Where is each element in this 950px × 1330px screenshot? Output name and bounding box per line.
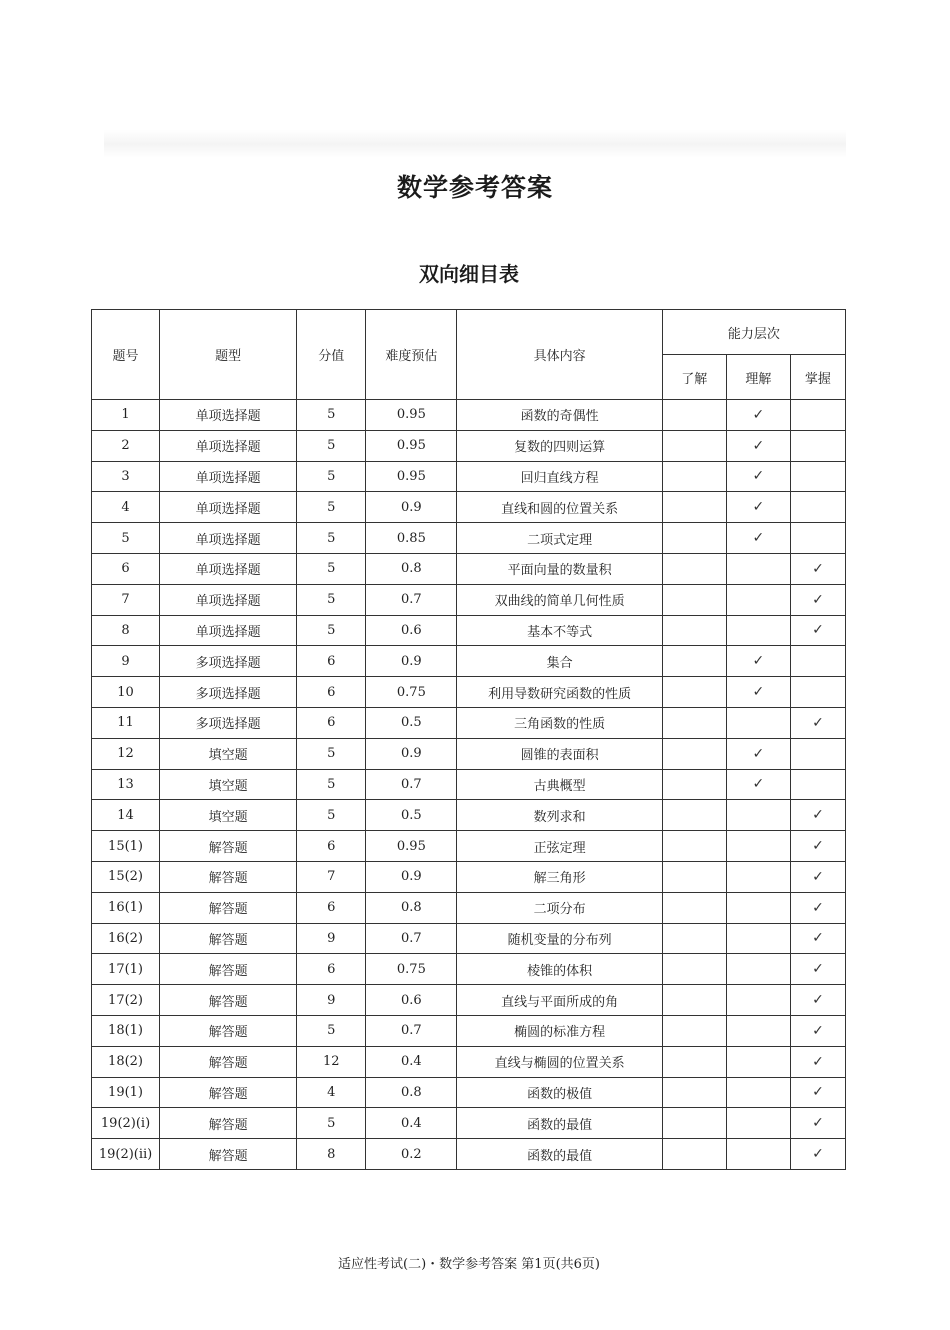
cell-content: 棱锥的体积 bbox=[457, 954, 662, 985]
cell-content: 古典概型 bbox=[457, 769, 662, 800]
cell-level-understand-basic bbox=[662, 831, 726, 862]
cell-content: 直线和圆的位置关系 bbox=[457, 492, 662, 523]
cell-level-understand-basic bbox=[662, 954, 726, 985]
cell-level-understand bbox=[726, 430, 790, 461]
cell-type: 解答题 bbox=[160, 954, 297, 985]
cell-level-understand-basic bbox=[662, 615, 726, 646]
cell-content: 回归直线方程 bbox=[457, 461, 662, 492]
cell-content: 椭圆的标准方程 bbox=[457, 1015, 662, 1046]
cell-content: 利用导数研究函数的性质 bbox=[457, 677, 662, 708]
check-mark-icon: ✓ bbox=[812, 1053, 824, 1070]
cell-level-master bbox=[790, 892, 845, 923]
cell-level-master bbox=[790, 923, 845, 954]
cell-level-understand bbox=[726, 892, 790, 923]
cell-number: 3 bbox=[92, 461, 160, 492]
cell-score: 5 bbox=[297, 430, 366, 461]
cell-level-master bbox=[790, 584, 845, 615]
check-mark-icon: ✓ bbox=[752, 684, 765, 701]
cell-type: 填空题 bbox=[160, 738, 297, 769]
check-mark-icon: ✓ bbox=[752, 437, 765, 454]
cell-difficulty: 0.6 bbox=[366, 615, 457, 646]
cell-number: 2 bbox=[92, 430, 160, 461]
cell-level-understand-basic bbox=[662, 707, 726, 738]
cell-score: 6 bbox=[297, 831, 366, 862]
cell-level-understand bbox=[726, 1015, 790, 1046]
cell-level-master bbox=[790, 831, 845, 862]
table-row bbox=[92, 738, 846, 769]
cell-level-understand-basic bbox=[662, 769, 726, 800]
table-row bbox=[92, 831, 846, 862]
cell-type: 单项选择题 bbox=[160, 584, 297, 615]
cell-level-understand bbox=[726, 1077, 790, 1108]
cell-difficulty: 0.5 bbox=[366, 800, 457, 831]
table-row bbox=[92, 615, 846, 646]
table-row bbox=[92, 461, 846, 492]
cell-score: 5 bbox=[297, 738, 366, 769]
cell-content: 解三角形 bbox=[457, 861, 662, 892]
cell-number: 16(2) bbox=[92, 923, 160, 954]
cell-type: 多项选择题 bbox=[160, 707, 297, 738]
cell-type: 解答题 bbox=[160, 831, 297, 862]
cell-level-understand-basic bbox=[662, 430, 726, 461]
cell-level-master bbox=[790, 430, 845, 461]
cell-difficulty: 0.95 bbox=[366, 400, 457, 431]
cell-difficulty: 0.9 bbox=[366, 646, 457, 677]
cell-difficulty: 0.75 bbox=[366, 954, 457, 985]
table-row bbox=[92, 800, 846, 831]
cell-score: 5 bbox=[297, 553, 366, 584]
cell-difficulty: 0.9 bbox=[366, 861, 457, 892]
page-footer: 适应性考试(二)・数学参考答案 第1页(共6页) bbox=[338, 1257, 600, 1272]
cell-level-master bbox=[790, 769, 845, 800]
cell-level-understand-basic bbox=[662, 985, 726, 1016]
cell-level-understand bbox=[726, 492, 790, 523]
cell-level-master bbox=[790, 461, 845, 492]
table-row bbox=[92, 1108, 846, 1139]
cell-number: 19(2)(ⅱ) bbox=[92, 1139, 160, 1170]
cell-level-master bbox=[790, 707, 845, 738]
cell-score: 6 bbox=[297, 646, 366, 677]
cell-content: 直线与平面所成的角 bbox=[457, 985, 662, 1016]
cell-level-understand bbox=[726, 738, 790, 769]
header-understand: 理解 bbox=[726, 355, 790, 400]
table-row bbox=[92, 553, 846, 584]
table-row bbox=[92, 1139, 846, 1170]
cell-number: 8 bbox=[92, 615, 160, 646]
cell-level-understand-basic bbox=[662, 646, 726, 677]
cell-difficulty: 0.2 bbox=[366, 1139, 457, 1170]
header-band bbox=[104, 130, 846, 158]
table-row bbox=[92, 954, 846, 985]
cell-difficulty: 0.95 bbox=[366, 831, 457, 862]
cell-type: 解答题 bbox=[160, 1139, 297, 1170]
cell-level-understand bbox=[726, 677, 790, 708]
cell-level-understand bbox=[726, 1139, 790, 1170]
cell-level-master bbox=[790, 492, 845, 523]
cell-level-understand-basic bbox=[662, 461, 726, 492]
cell-number: 7 bbox=[92, 584, 160, 615]
table-body bbox=[92, 400, 846, 1170]
cell-level-understand-basic bbox=[662, 523, 726, 554]
cell-level-understand bbox=[726, 553, 790, 584]
cell-content: 随机变量的分布列 bbox=[457, 923, 662, 954]
check-mark-icon: ✓ bbox=[812, 560, 824, 577]
cell-level-master bbox=[790, 861, 845, 892]
cell-level-understand bbox=[726, 831, 790, 862]
cell-level-understand bbox=[726, 615, 790, 646]
cell-score: 6 bbox=[297, 677, 366, 708]
cell-number: 19(2)(ⅰ) bbox=[92, 1108, 160, 1139]
cell-type: 单项选择题 bbox=[160, 615, 297, 646]
cell-level-understand bbox=[726, 800, 790, 831]
cell-difficulty: 0.8 bbox=[366, 553, 457, 584]
check-mark-icon: ✓ bbox=[752, 653, 765, 670]
cell-level-master bbox=[790, 1046, 845, 1077]
table-row bbox=[92, 769, 846, 800]
cell-level-understand-basic bbox=[662, 553, 726, 584]
cell-level-understand-basic bbox=[662, 1015, 726, 1046]
cell-difficulty: 0.85 bbox=[366, 523, 457, 554]
cell-level-understand bbox=[726, 461, 790, 492]
check-mark-icon: ✓ bbox=[752, 776, 765, 793]
cell-level-understand bbox=[726, 523, 790, 554]
cell-difficulty: 0.4 bbox=[366, 1108, 457, 1139]
check-mark-icon: ✓ bbox=[812, 622, 824, 639]
cell-level-understand bbox=[726, 923, 790, 954]
cell-level-understand-basic bbox=[662, 1046, 726, 1077]
cell-type: 单项选择题 bbox=[160, 523, 297, 554]
cell-score: 7 bbox=[297, 861, 366, 892]
cell-difficulty: 0.5 bbox=[366, 707, 457, 738]
cell-number: 17(2) bbox=[92, 985, 160, 1016]
check-mark-icon: ✓ bbox=[812, 1115, 824, 1132]
header-content: 具体内容 bbox=[457, 310, 662, 400]
cell-difficulty: 0.95 bbox=[366, 430, 457, 461]
cell-type: 解答题 bbox=[160, 1077, 297, 1108]
cell-level-master bbox=[790, 677, 845, 708]
cell-number: 4 bbox=[92, 492, 160, 523]
header-score: 分值 bbox=[297, 310, 366, 400]
cell-difficulty: 0.6 bbox=[366, 985, 457, 1016]
cell-level-understand bbox=[726, 1108, 790, 1139]
cell-type: 解答题 bbox=[160, 1108, 297, 1139]
cell-type: 单项选择题 bbox=[160, 430, 297, 461]
cell-level-understand-basic bbox=[662, 861, 726, 892]
table-row bbox=[92, 985, 846, 1016]
cell-type: 解答题 bbox=[160, 985, 297, 1016]
cell-content: 复数的四则运算 bbox=[457, 430, 662, 461]
cell-content: 双曲线的简单几何性质 bbox=[457, 584, 662, 615]
table-row bbox=[92, 584, 846, 615]
cell-difficulty: 0.7 bbox=[366, 1015, 457, 1046]
cell-level-understand bbox=[726, 1046, 790, 1077]
cell-number: 16(1) bbox=[92, 892, 160, 923]
check-mark-icon: ✓ bbox=[812, 899, 824, 916]
header-number: 题号 bbox=[92, 310, 160, 400]
cell-score: 5 bbox=[297, 492, 366, 523]
cell-type: 单项选择题 bbox=[160, 400, 297, 431]
cell-level-master bbox=[790, 553, 845, 584]
header-difficulty: 难度预估 bbox=[366, 310, 457, 400]
cell-content: 函数的极值 bbox=[457, 1077, 662, 1108]
cell-difficulty: 0.4 bbox=[366, 1046, 457, 1077]
cell-score: 9 bbox=[297, 985, 366, 1016]
header-ability: 能力层次 bbox=[662, 310, 845, 355]
cell-content: 直线与椭圆的位置关系 bbox=[457, 1046, 662, 1077]
table-row bbox=[92, 492, 846, 523]
cell-content: 正弦定理 bbox=[457, 831, 662, 862]
cell-type: 单项选择题 bbox=[160, 492, 297, 523]
cell-level-understand-basic bbox=[662, 738, 726, 769]
cell-difficulty: 0.9 bbox=[366, 492, 457, 523]
cell-level-master bbox=[790, 523, 845, 554]
cell-difficulty: 0.8 bbox=[366, 1077, 457, 1108]
cell-content: 二项分布 bbox=[457, 892, 662, 923]
cell-score: 5 bbox=[297, 400, 366, 431]
header-master: 掌握 bbox=[790, 355, 845, 400]
cell-level-master bbox=[790, 615, 845, 646]
check-mark-icon: ✓ bbox=[812, 838, 824, 855]
cell-score: 5 bbox=[297, 1108, 366, 1139]
cell-score: 9 bbox=[297, 923, 366, 954]
table-row bbox=[92, 923, 846, 954]
cell-type: 解答题 bbox=[160, 1015, 297, 1046]
cell-number: 5 bbox=[92, 523, 160, 554]
cell-score: 5 bbox=[297, 800, 366, 831]
cell-content: 二项式定理 bbox=[457, 523, 662, 554]
cell-level-understand bbox=[726, 769, 790, 800]
check-mark-icon: ✓ bbox=[752, 745, 765, 762]
cell-content: 三角函数的性质 bbox=[457, 707, 662, 738]
check-mark-icon: ✓ bbox=[812, 992, 824, 1009]
cell-level-master bbox=[790, 1108, 845, 1139]
check-mark-icon: ✓ bbox=[812, 1084, 824, 1101]
cell-content: 平面向量的数量积 bbox=[457, 553, 662, 584]
cell-score: 5 bbox=[297, 1015, 366, 1046]
cell-content: 函数的奇偶性 bbox=[457, 400, 662, 431]
table-row bbox=[92, 1077, 846, 1108]
cell-level-understand-basic bbox=[662, 677, 726, 708]
table-row bbox=[92, 400, 846, 431]
cell-difficulty: 0.7 bbox=[366, 923, 457, 954]
cell-level-understand-basic bbox=[662, 800, 726, 831]
page-title: 数学参考答案 bbox=[396, 173, 553, 202]
cell-score: 5 bbox=[297, 523, 366, 554]
cell-level-understand-basic bbox=[662, 492, 726, 523]
cell-score: 6 bbox=[297, 954, 366, 985]
cell-number: 18(1) bbox=[92, 1015, 160, 1046]
check-mark-icon: ✓ bbox=[812, 868, 824, 885]
cell-level-master bbox=[790, 800, 845, 831]
check-mark-icon: ✓ bbox=[752, 499, 765, 516]
header-understand-basic: 了解 bbox=[662, 355, 726, 400]
cell-score: 12 bbox=[297, 1046, 366, 1077]
cell-level-understand bbox=[726, 646, 790, 677]
table-row bbox=[92, 892, 846, 923]
table-row bbox=[92, 1015, 846, 1046]
cell-number: 19(1) bbox=[92, 1077, 160, 1108]
table-title: 双向细目表 bbox=[419, 262, 519, 286]
cell-level-master bbox=[790, 954, 845, 985]
check-mark-icon: ✓ bbox=[752, 530, 765, 547]
cell-type: 解答题 bbox=[160, 892, 297, 923]
cell-content: 基本不等式 bbox=[457, 615, 662, 646]
cell-level-master bbox=[790, 1015, 845, 1046]
cell-level-master bbox=[790, 1077, 845, 1108]
cell-number: 18(2) bbox=[92, 1046, 160, 1077]
cell-level-understand-basic bbox=[662, 400, 726, 431]
check-mark-icon: ✓ bbox=[752, 406, 765, 423]
cell-number: 9 bbox=[92, 646, 160, 677]
check-mark-icon: ✓ bbox=[812, 1146, 824, 1163]
cell-content: 函数的最值 bbox=[457, 1108, 662, 1139]
cell-level-master bbox=[790, 738, 845, 769]
cell-type: 解答题 bbox=[160, 1046, 297, 1077]
cell-level-understand bbox=[726, 954, 790, 985]
cell-difficulty: 0.75 bbox=[366, 677, 457, 708]
cell-level-master bbox=[790, 1139, 845, 1170]
cell-number: 6 bbox=[92, 553, 160, 584]
cell-type: 多项选择题 bbox=[160, 646, 297, 677]
cell-score: 4 bbox=[297, 1077, 366, 1108]
cell-level-understand bbox=[726, 985, 790, 1016]
table-row bbox=[92, 430, 846, 461]
table-row bbox=[92, 646, 846, 677]
cell-level-master bbox=[790, 400, 845, 431]
table-row bbox=[92, 677, 846, 708]
check-mark-icon: ✓ bbox=[812, 961, 824, 978]
cell-type: 解答题 bbox=[160, 861, 297, 892]
table-row bbox=[92, 861, 846, 892]
table-row bbox=[92, 1046, 846, 1077]
cell-score: 5 bbox=[297, 461, 366, 492]
cell-number: 1 bbox=[92, 400, 160, 431]
cell-level-understand bbox=[726, 584, 790, 615]
cell-type: 解答题 bbox=[160, 923, 297, 954]
check-mark-icon: ✓ bbox=[812, 1022, 824, 1039]
cell-number: 14 bbox=[92, 800, 160, 831]
cell-level-understand bbox=[726, 707, 790, 738]
cell-score: 5 bbox=[297, 584, 366, 615]
cell-difficulty: 0.7 bbox=[366, 584, 457, 615]
cell-level-master bbox=[790, 985, 845, 1016]
cell-content: 圆锥的表面积 bbox=[457, 738, 662, 769]
cell-content: 集合 bbox=[457, 646, 662, 677]
cell-score: 8 bbox=[297, 1139, 366, 1170]
header-type: 题型 bbox=[160, 310, 297, 400]
cell-level-understand-basic bbox=[662, 892, 726, 923]
cell-number: 15(2) bbox=[92, 861, 160, 892]
check-mark-icon: ✓ bbox=[812, 807, 824, 824]
cell-score: 6 bbox=[297, 892, 366, 923]
table-row bbox=[92, 523, 846, 554]
cell-number: 11 bbox=[92, 707, 160, 738]
cell-type: 单项选择题 bbox=[160, 553, 297, 584]
cell-number: 10 bbox=[92, 677, 160, 708]
cell-level-understand-basic bbox=[662, 1139, 726, 1170]
cell-content: 数列求和 bbox=[457, 800, 662, 831]
check-mark-icon: ✓ bbox=[812, 930, 824, 947]
cell-number: 15(1) bbox=[92, 831, 160, 862]
cell-level-understand-basic bbox=[662, 923, 726, 954]
cell-level-understand-basic bbox=[662, 584, 726, 615]
cell-type: 填空题 bbox=[160, 800, 297, 831]
cell-score: 5 bbox=[297, 769, 366, 800]
cell-type: 填空题 bbox=[160, 769, 297, 800]
table-row bbox=[92, 707, 846, 738]
cell-score: 6 bbox=[297, 707, 366, 738]
spec-table bbox=[91, 309, 846, 1170]
cell-content: 函数的最值 bbox=[457, 1139, 662, 1170]
cell-level-understand bbox=[726, 861, 790, 892]
cell-difficulty: 0.95 bbox=[366, 461, 457, 492]
cell-level-understand bbox=[726, 400, 790, 431]
cell-number: 13 bbox=[92, 769, 160, 800]
check-mark-icon: ✓ bbox=[812, 714, 824, 731]
cell-difficulty: 0.9 bbox=[366, 738, 457, 769]
cell-difficulty: 0.8 bbox=[366, 892, 457, 923]
check-mark-icon: ✓ bbox=[752, 468, 765, 485]
check-mark-icon: ✓ bbox=[812, 591, 824, 608]
cell-level-understand-basic bbox=[662, 1108, 726, 1139]
cell-type: 多项选择题 bbox=[160, 677, 297, 708]
cell-score: 5 bbox=[297, 615, 366, 646]
cell-difficulty: 0.7 bbox=[366, 769, 457, 800]
cell-type: 单项选择题 bbox=[160, 461, 297, 492]
cell-level-master bbox=[790, 646, 845, 677]
cell-number: 17(1) bbox=[92, 954, 160, 985]
cell-level-understand-basic bbox=[662, 1077, 726, 1108]
cell-number: 12 bbox=[92, 738, 160, 769]
